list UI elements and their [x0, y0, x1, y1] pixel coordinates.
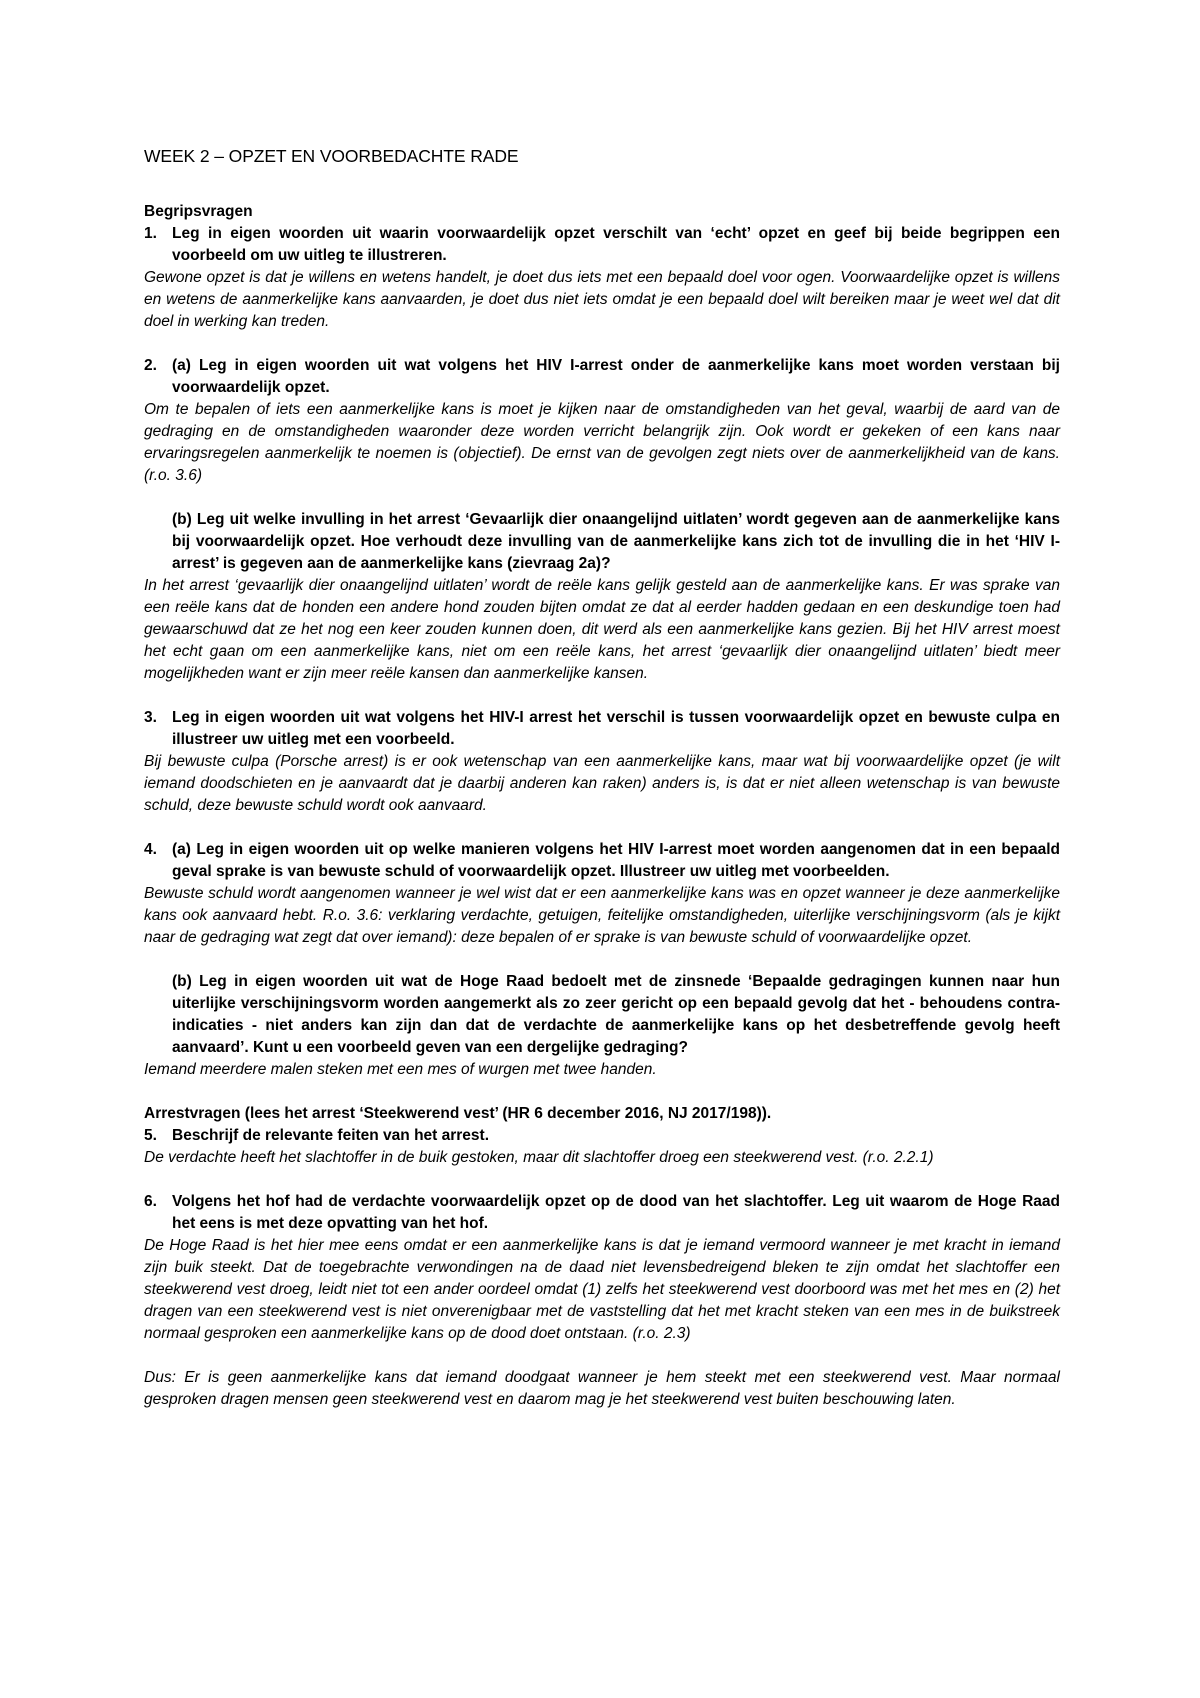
question-2a — [144, 355, 1060, 399]
question-number: 5. — [144, 1127, 157, 1144]
question-text: (a) Leg in eigen woorden uit op welke manieren volgens het HIV I-arrest moet worden aangenomen dat in een bepaald geval sprake is van bewuste schuld of voorwaardelijk opzet. Illustreer uw uitleg met voorbeelden. — [172, 841, 1060, 880]
answer-4a: Bewuste schuld wordt aangenomen wanneer je wel wist dat er een aanmerkelijke kans was en opzet wanneer je deze aanmerkelijke kans ook aanvaard hebt. R.o. 3.6: verklaring verdachte, getuigen, feitelijke omstandigheden, uiterlijke verschijningsvorm (als je kijkt naar de gedraging wat zegt dat over iemand): deze bepalen of er sprake is van bewuste schuld of voorwaardelijke opzet. — [144, 885, 1060, 946]
answer-3: Bij bewuste culpa (Porsche arrest) is er ook wetenschap van een aanmerkelijke kans, maar wat bij voorwaardelijke opzet (je wilt iemand doodschieten en je aanvaardt dat je daarbij anderen kan raken) anders is, is dat er niet alleen wetenschap is van bewuste schuld, deze bewuste schuld wordt ook aanvaard. — [144, 753, 1060, 814]
question-number: 4. — [144, 841, 157, 858]
question-text: (b) Leg uit welke invulling in het arrest ‘Gevaarlijk dier onaangelijnd uitlaten’ wordt gegeven aan de aanmerkelijke kans bij voorwaardelijk opzet. Hoe verhoudt deze invulling van de aanmerkelijke kans zich tot de invulling die in het ‘HIV I-arrest’ is gegeven aan de aanmerkelijke kans (zievraag 2a)? — [172, 511, 1060, 572]
answer-5: De verdachte heeft het slachtoffer in de buik gestoken, maar dit slachtoffer droeg een steekwerend vest. (r.o. 2.2.1) — [144, 1149, 934, 1166]
arrestvragen-heading: Arrestvragen (lees het arrest ‘Steekwerend vest’ (HR 6 december 2016, NJ 2017/198)). — [144, 1105, 772, 1122]
answer-2b: In het arrest ‘gevaarlijk dier onaangelijnd uitlaten’ wordt de reële kans gelijk gesteld aan de aanmerkelijke kans. Er was sprake van een reële kans dat de honden een andere hond zouden bijten omdat ze dat al eerder hadden gedaan en een deskundige toen had gewaarschuwd dat ze het nog een keer zouden kunnen doen, dit werd als een aanmerkelijke kans gezien. Bij het HIV arrest moest het echt gaan om een aanmerkelijke kans, niet om een reële kans, het arrest ‘gevaarlijk dier onaangelijnd uitlaten’ biedt meer mogelijkheden want er zijn meer reële kansen dan aanmerkelijke kansen. — [144, 577, 1060, 682]
question-4b — [144, 971, 1060, 1059]
question-2b — [144, 509, 1060, 575]
answer-6: De Hoge Raad is het hier mee eens omdat er een aanmerkelijke kans is dat je iemand vermoord wanneer je met kracht in iemand zijn buik steekt. Dat de toegebrachte verwondingen na de daad niet levensbedreigend bleken te zijn omdat het slachtoffer een steekwerend vest droeg, leidt niet tot een ander oordeel omdat (1) zelfs het steekwerend vest doorboord was met het mes en (2) het dragen van een steekwerend vest is niet onverenigbaar met de vaststelling dat het met kracht steken van een mes in de buikstreek normaal gesproken een aanmerkelijke kans op de dood doet ontstaan. (r.o. 2.3) — [144, 1237, 1060, 1342]
question-text: Leg in eigen woorden uit wat volgens het HIV-I arrest het verschil is tussen voorwaardelijk opzet en bewuste culpa en illustreer uw uitleg met een voorbeeld. — [172, 709, 1060, 748]
question-5 — [144, 1125, 1060, 1147]
question-number: 2. — [144, 357, 157, 374]
question-6 — [144, 1191, 1060, 1235]
question-text: (a) Leg in eigen woorden uit wat volgens het HIV I-arrest onder de aanmerkelijke kans moet worden verstaan bij voorwaardelijk opzet. — [172, 357, 1060, 396]
answer-4b: Iemand meerdere malen steken met een mes of wurgen met twee handen. — [144, 1061, 657, 1078]
question-text: Volgens het hof had de verdachte voorwaardelijk opzet op de dood van het slachtoffer. Leg uit waarom de Hoge Raad het eens is met deze opvatting van het hof. — [172, 1193, 1060, 1232]
question-number: 1. — [144, 225, 157, 242]
question-text: (b) Leg in eigen woorden uit wat de Hoge Raad bedoelt met de zinsnede ‘Bepaalde gedragingen kunnen naar hun uiterlijke verschijningsvorm worden aangemerkt als zo zeer gericht op een bepaald gevolg dat het - behoudens contra-indicaties - niet anders kan zijn dan dat de verdachte de aanmerkelijke kans op het desbetreffende gevolg heeft aanvaard’. Kunt u een voorbeeld geven van een dergelijke gedraging? — [172, 973, 1060, 1056]
answer-1: Gewone opzet is dat je willens en wetens handelt, je doet dus iets met een bepaald doel voor ogen. Voorwaardelijke opzet is willens en wetens de aanmerkelijke kans aanvaarden, je doet dus niet iets omdat je een bepaald doel wilt bereiken maar je weet wel dat dit doel in werking kan treden. — [144, 269, 1060, 330]
question-text: Beschrijf de relevante feiten van het arrest. — [172, 1127, 490, 1144]
answer-6-conclusion: Dus: Er is geen aanmerkelijke kans dat iemand doodgaat wanneer je hem steekt met een steekwerend vest. Maar normaal gesproken dragen mensen geen steekwerend vest en daarom mag je het steekwerend vest buiten beschouwing laten. — [144, 1369, 1060, 1408]
question-text: Leg in eigen woorden uit waarin voorwaardelijk opzet verschilt van ‘echt’ opzet en geef bij beide begrippen een voorbeeld om uw uitleg te illustreren. — [172, 225, 1060, 264]
begripsvragen-heading: Begripsvragen — [144, 203, 253, 220]
question-number: 6. — [144, 1193, 157, 1210]
question-1 — [144, 223, 1060, 267]
question-number: 3. — [144, 709, 157, 726]
question-4a — [144, 839, 1060, 883]
document-title: WEEK 2 – OPZET EN VOORBEDACHTE RADE — [144, 146, 519, 166]
answer-2a: Om te bepalen of iets een aanmerkelijke kans is moet je kijken naar de omstandigheden van het geval, waarbij de aard van de gedraging en de omstandigheden waaronder deze worden verricht belangrijk zijn. Ook wordt er gekeken of een kans naar ervaringsregelen aanmerkelijk te noemen is (objectief). De ernst van de gevolgen zegt niets over de aanmerkelijkheid van de kans. (r.o. 3.6) — [144, 401, 1060, 484]
question-3 — [144, 707, 1060, 751]
